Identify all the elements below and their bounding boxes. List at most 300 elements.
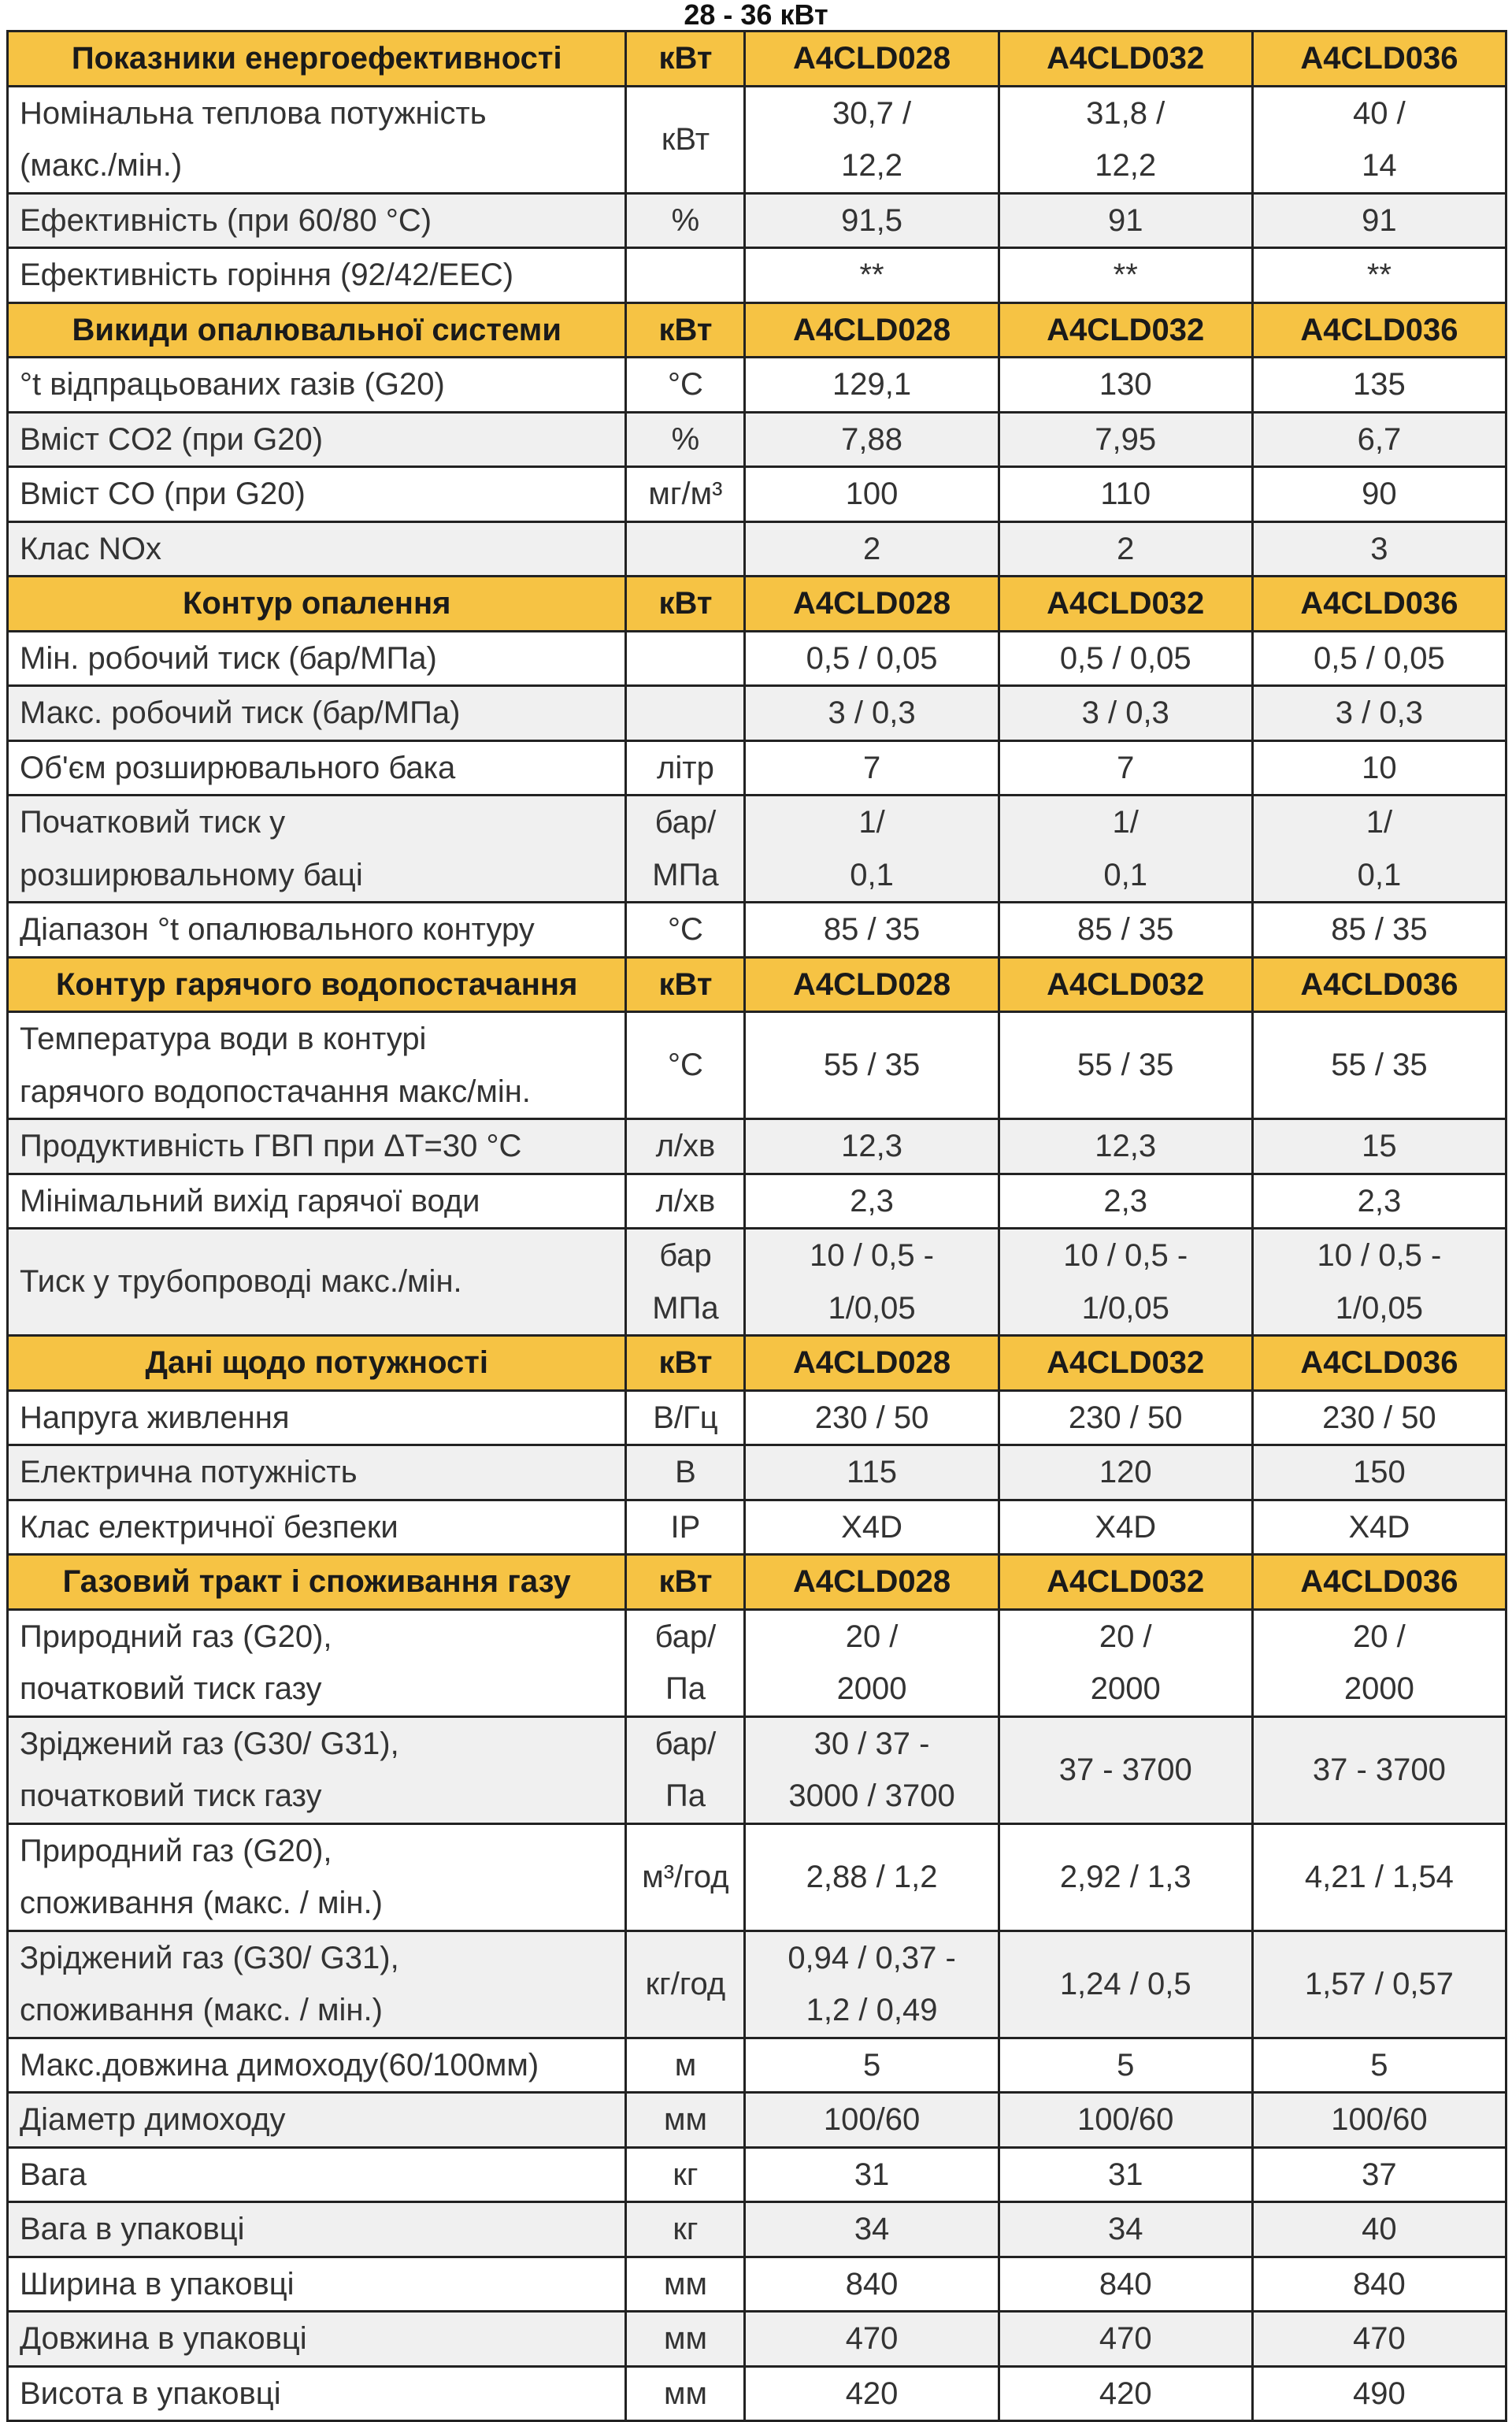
section-title: Викиди опалювальної системи [8,302,626,358]
parameter-value [745,1390,999,1445]
parameter-unit-line: °C [668,1048,703,1083]
parameter-value [999,412,1252,467]
parameter-value [1252,358,1506,413]
parameter-value-line: 2,3 [1103,1183,1148,1218]
parameter-unit [626,1229,745,1336]
parameter-unit-line: В/Гц [653,1400,718,1435]
parameter-value [745,358,999,413]
page-title: 28 - 36 кВт [684,0,828,31]
parameter-value-line: 10 / 0,5 - [1317,1238,1442,1273]
parameter-name-line: розширювальному баці [20,857,363,892]
parameter-value [745,521,999,577]
parameter-value-line: 85 / 35 [1077,912,1174,947]
parameter-value [1252,686,1506,741]
parameter-value-line: ** [1113,258,1138,292]
table-row [8,1174,1506,1229]
parameter-value [999,193,1252,248]
parameter-value-line: 1/ [1366,805,1393,840]
parameter-name [8,86,626,193]
parameter-unit [626,2312,745,2367]
parameter-value [999,2093,1252,2148]
parameter-value [999,467,1252,522]
parameter-value [745,2366,999,2421]
parameter-name-line: Початковий тиск у [20,805,286,840]
parameter-value-line: 129,1 [832,367,912,402]
parameter-value-line: 0,1 [1103,857,1148,892]
parameter-value [999,2038,1252,2093]
parameter-value-line: 14 [1362,148,1397,183]
parameter-value-line: 2000 [836,1671,907,1706]
parameter-name [8,2257,626,2312]
parameter-name-line: Діапазон °t опалювального контуру [20,912,535,947]
parameter-value [745,1716,999,1823]
parameter-value-line: 840 [1099,2266,1152,2301]
parameter-name-line: Електрична потужність [20,1455,358,1489]
parameter-name [8,1119,626,1174]
parameter-value-line: 5 [1370,2047,1388,2083]
parameter-name [8,631,626,686]
parameter-value [1252,2257,1506,2312]
parameter-value [999,903,1252,958]
parameter-name [8,686,626,741]
parameter-value-line: 490 [1353,2376,1406,2411]
parameter-name [8,2147,626,2202]
parameter-name-line: Тиск у трубопроводі макс./мін. [20,1264,462,1300]
parameter-unit-line: мм [663,2266,707,2301]
parameter-value [1252,1716,1506,1823]
parameter-value-line: 2,92 / 1,3 [1059,1859,1191,1894]
parameter-unit [626,1390,745,1445]
model-header: A4CLD028 [745,577,999,632]
parameter-value [999,1716,1252,1823]
model-header: A4CLD032 [999,957,1252,1012]
parameter-name [8,1716,626,1823]
parameter-value-line: 4,21 / 1,54 [1304,1859,1454,1894]
table-row [8,86,1506,193]
parameter-value [745,248,999,303]
parameter-value [745,686,999,741]
table-row [8,467,1506,522]
section-unit: кВт [626,1555,745,1610]
parameter-value [1252,2366,1506,2421]
parameter-unit [626,631,745,686]
parameter-name-line: Вміст CO (при G20) [20,477,306,511]
parameter-value-line: 12,3 [1095,1129,1157,1163]
parameter-name-line: Номінальна теплова потужність [20,95,487,131]
parameter-unit-line: бар [659,1238,712,1273]
parameter-name [8,1609,626,1716]
section-unit: кВт [626,577,745,632]
parameter-value-line: 100/60 [823,2102,921,2137]
parameter-value [1252,1823,1506,1931]
parameter-value-line: 3 [1370,531,1388,566]
parameter-value-line: 7 [862,750,881,785]
parameter-name [8,740,626,796]
section-header-row [8,1336,1506,1391]
parameter-value-line: 100/60 [1331,2102,1428,2137]
parameter-value [1252,1931,1506,2038]
parameter-unit-line: МПа [652,1290,719,1326]
parameter-name [8,412,626,467]
parameter-value-line: 37 - 3700 [1058,1752,1192,1787]
parameter-value [1252,412,1506,467]
parameter-name-line: початковий тиск газу [20,1671,322,1706]
parameter-value-line: 10 / 0,5 - [1063,1238,1188,1273]
parameter-value [999,631,1252,686]
parameter-name-line: Клас електричної безпеки [20,1509,398,1545]
table-row [8,1931,1506,2038]
parameter-unit-line: Па [665,1778,706,1813]
parameter-value-line: 40 / [1353,95,1406,131]
parameter-unit-line: бар/ [654,805,717,840]
parameter-value [1252,631,1506,686]
parameter-unit [626,2257,745,2312]
table-row [8,2038,1506,2093]
parameter-name [8,1229,626,1336]
section-header-row [8,957,1506,1012]
section-header-row [8,1555,1506,1610]
parameter-unit-line: °C [668,912,703,947]
parameter-value [999,86,1252,193]
parameter-name [8,248,626,303]
parameter-unit [626,2038,745,2093]
parameter-name-line: гарячого водопостачання макс/мін. [20,1074,531,1109]
parameter-unit [626,412,745,467]
table-row [8,1445,1506,1500]
parameter-value-line: 7,95 [1095,421,1157,457]
parameter-name-line: Природний газ (G20), [20,1619,332,1654]
parameter-value-line: 1,57 / 0,57 [1304,1966,1454,2001]
parameter-value [745,903,999,958]
parameter-unit [626,248,745,303]
parameter-value [745,2202,999,2257]
parameter-name [8,1931,626,2038]
parameter-value [1252,86,1506,193]
parameter-unit [626,796,745,903]
parameter-value-line: 31,8 / [1086,95,1166,131]
parameter-value [999,1609,1252,1716]
parameter-unit-line: м³/год [642,1859,729,1894]
parameter-name-line: Ефективність (при 60/80 °C) [20,202,432,238]
table-row [8,1823,1506,1931]
parameter-value-line: 1/ [858,805,885,840]
model-header: A4CLD028 [745,1336,999,1391]
parameter-value [745,2257,999,2312]
parameter-unit-line: кг/год [645,1966,726,2001]
parameter-value-line: 3000 / 3700 [788,1778,955,1813]
parameter-value-line: 470 [1353,2321,1406,2356]
parameter-unit-line: л/хв [655,1183,716,1218]
model-header: A4CLD032 [999,577,1252,632]
parameter-value [999,1500,1252,1555]
parameter-value [745,2147,999,2202]
parameter-value-line: 0,5 / 0,05 [1314,640,1445,676]
parameter-value [1252,903,1506,958]
parameter-name-line: Ефективність горіння (92/42/EEC) [20,258,514,292]
parameter-value [999,1174,1252,1229]
parameter-value-line: 2,88 / 1,2 [806,1859,938,1894]
parameter-value [745,631,999,686]
parameter-name-line: Температура води в контурі [20,1022,427,1056]
table-row [8,358,1506,413]
parameter-name-line: Зріджений газ (G30/ G31), [20,1726,399,1761]
parameter-value [1252,521,1506,577]
parameter-value-line: 20 / [845,1619,899,1654]
parameter-value [745,193,999,248]
parameter-value-line: 31 [854,2157,890,2192]
parameter-value [1252,796,1506,903]
parameter-value-line: 15 [1362,1129,1397,1163]
parameter-name [8,467,626,522]
parameter-value-line: 230 / 50 [814,1400,929,1435]
table-row [8,2366,1506,2421]
parameter-value-line: 135 [1353,367,1406,402]
parameter-value-line: 0,1 [850,857,894,892]
parameter-name-line: Макс.довжина димоходу(60/100мм) [20,2047,539,2083]
parameter-value-line: 7,88 [841,421,902,457]
parameter-unit-line: % [671,202,700,238]
section-title: Газовий тракт і споживання газу [8,1555,626,1610]
parameter-value-line: 10 / 0,5 - [810,1238,934,1273]
parameter-unit [626,903,745,958]
parameter-value-line: ** [1366,258,1392,292]
parameter-value [1252,740,1506,796]
parameter-unit [626,1012,745,1119]
parameter-value [1252,2312,1506,2367]
parameter-value-line: 20 / [1099,1619,1152,1654]
parameter-name-line: Мін. робочий тиск (бар/МПа) [20,640,437,676]
section-unit: кВт [626,32,745,87]
table-row [8,2093,1506,2148]
parameter-value-line: 55 / 35 [1077,1048,1174,1083]
parameter-unit [626,2366,745,2421]
table-row [8,248,1506,303]
parameter-value-line: 34 [854,2212,890,2246]
model-header: A4CLD028 [745,32,999,87]
table-row [8,412,1506,467]
parameter-unit [626,1823,745,1931]
parameter-unit-line: кг [673,2212,699,2246]
parameter-value-line: 3 / 0,3 [1335,695,1423,730]
model-header: A4CLD032 [999,1555,1252,1610]
parameter-name-line: Вага [20,2157,87,2192]
parameter-value [1252,1174,1506,1229]
table-row [8,2257,1506,2312]
parameter-value-line: 12,3 [841,1129,902,1163]
parameter-value [745,1174,999,1229]
parameter-value [999,740,1252,796]
section-title: Контур опалення [8,577,626,632]
model-header: A4CLD036 [1252,1555,1506,1610]
parameter-unit-line: м [674,2047,697,2083]
parameter-value-line: 40 [1362,2212,1397,2246]
model-header: A4CLD036 [1252,302,1506,358]
parameter-unit-line: °C [668,367,703,402]
parameter-value-line: 37 [1362,2157,1397,2192]
table-row [8,1609,1506,1716]
table-row [8,1229,1506,1336]
table-row [8,1716,1506,1823]
section-title: Дані щодо потужності [8,1336,626,1391]
parameter-name [8,1390,626,1445]
parameter-value-line: 100/60 [1077,2102,1174,2137]
table-row [8,2202,1506,2257]
parameter-value-line: 1/0,05 [828,1290,916,1326]
table-row [8,1119,1506,1174]
table-row [8,1012,1506,1119]
parameter-value-line: X4D [841,1509,902,1545]
parameter-unit-line: % [671,421,700,457]
section-header-row [8,302,1506,358]
parameter-value [999,2147,1252,2202]
parameter-unit-line: кВт [661,121,710,157]
parameter-unit-line: л/хв [655,1129,716,1163]
parameter-value [999,2202,1252,2257]
parameter-value-line: 840 [1353,2266,1406,2301]
parameter-value-line: 55 / 35 [1331,1048,1428,1083]
parameter-unit [626,1609,745,1716]
parameter-value [745,796,999,903]
parameter-value [745,1609,999,1716]
section-unit: кВт [626,302,745,358]
parameter-value-line: 0,5 / 0,05 [1059,640,1191,676]
parameter-name-line: Зріджений газ (G30/ G31), [20,1940,399,1975]
parameter-value-line: 37 - 3700 [1312,1752,1446,1787]
parameter-value [1252,1012,1506,1119]
parameter-unit [626,86,745,193]
parameter-name [8,521,626,577]
parameter-value [999,1119,1252,1174]
parameter-value [1252,1609,1506,1716]
parameter-value-line: 0,5 / 0,05 [806,640,938,676]
parameter-value [1252,467,1506,522]
section-header-row [8,32,1506,87]
parameter-value [1252,1445,1506,1500]
section-title: Контур гарячого водопостачання [8,957,626,1012]
parameter-value-line: 12,2 [841,148,902,183]
parameter-value [999,1931,1252,2038]
parameter-name-line: Мінімальний вихід гарячої води [20,1183,480,1218]
parameter-name [8,1823,626,1931]
table-row [8,521,1506,577]
parameter-value-line: 55 / 35 [823,1048,921,1083]
parameter-value-line: X4D [1095,1509,1157,1545]
parameter-value-line: 10 [1362,750,1397,785]
model-header: A4CLD032 [999,302,1252,358]
parameter-name-line: Продуктивність ГВП при ΔT=30 °C [20,1129,522,1163]
parameter-value-line: 30 / 37 - [813,1726,930,1761]
parameter-value [1252,1390,1506,1445]
parameter-value-line: 2000 [1343,1671,1414,1706]
parameter-value-line: 1,24 / 0,5 [1059,1966,1191,2001]
parameter-value [999,2312,1252,2367]
parameter-value-line: 0,1 [1357,857,1402,892]
parameter-name-line: (макс./мін.) [20,148,183,183]
parameter-unit-line: В [675,1455,696,1489]
parameter-unit [626,1716,745,1823]
parameter-unit-line: мм [663,2102,707,2137]
parameter-value [745,1012,999,1119]
parameter-value-line: 91,5 [841,202,902,238]
parameter-name-line: початковий тиск газу [20,1778,322,1813]
parameter-value-line: 3 / 0,3 [828,695,916,730]
parameter-value [1252,2202,1506,2257]
model-header: A4CLD028 [745,1555,999,1610]
parameter-value [1252,1119,1506,1174]
parameter-value-line: 90 [1362,477,1397,511]
parameter-value [745,1500,999,1555]
parameter-value-line: 100 [845,477,899,511]
parameter-value [745,1931,999,2038]
parameter-value-line: 30,7 / [832,95,912,131]
parameter-value [999,1823,1252,1931]
parameter-value [999,1445,1252,1500]
section-header-row [8,577,1506,632]
parameter-unit [626,1931,745,2038]
parameter-value [1252,1229,1506,1336]
parameter-value [1252,1500,1506,1555]
parameter-value-line: 2000 [1090,1671,1161,1706]
parameter-value [999,796,1252,903]
parameter-unit [626,1445,745,1500]
parameter-value [999,2257,1252,2312]
parameter-value-line: 6,7 [1357,421,1402,457]
table-row [8,2312,1506,2367]
parameter-value-line: 1/0,05 [1081,1290,1169,1326]
parameter-value [999,1229,1252,1336]
section-unit: кВт [626,957,745,1012]
parameter-name-line: споживання (макс. / мін.) [20,1993,383,2027]
model-header: A4CLD036 [1252,32,1506,87]
parameter-value-line: 34 [1107,2212,1143,2246]
parameter-value [999,358,1252,413]
parameter-unit [626,358,745,413]
parameter-name [8,2038,626,2093]
table-row [8,1390,1506,1445]
parameter-name [8,903,626,958]
section-title: Показники енергоефективності [8,32,626,87]
table-row [8,1500,1506,1555]
parameter-unit-line: мм [663,2376,707,2411]
parameter-value-line: 120 [1099,1455,1152,1489]
parameter-value-line: 2 [1117,531,1135,566]
parameter-value-line: 2 [862,531,881,566]
parameter-value-line: X4D [1348,1509,1410,1545]
parameter-unit [626,1119,745,1174]
parameter-name-line: Діаметр димоходу [20,2102,286,2137]
parameter-unit-line: бар/ [654,1619,717,1654]
parameter-name-line: Ширина в упаковці [20,2266,295,2301]
parameter-value [999,686,1252,741]
parameter-unit [626,521,745,577]
parameter-value [999,521,1252,577]
parameter-name [8,358,626,413]
parameter-unit-line: Па [665,1671,706,1706]
parameter-value [999,248,1252,303]
parameter-name-line: Висота в упаковці [20,2376,281,2411]
parameter-name [8,2202,626,2257]
parameter-unit-line: кг [673,2157,699,2192]
parameter-name [8,1500,626,1555]
parameter-name-line: Довжина в упаковці [20,2321,307,2356]
table-row [8,631,1506,686]
parameter-value-line: 5 [862,2047,881,2083]
parameter-value-line: 91 [1107,202,1143,238]
parameter-value-line: 85 / 35 [823,912,921,947]
parameter-unit [626,740,745,796]
parameter-value-line: 110 [1100,477,1151,511]
model-header: A4CLD036 [1252,957,1506,1012]
